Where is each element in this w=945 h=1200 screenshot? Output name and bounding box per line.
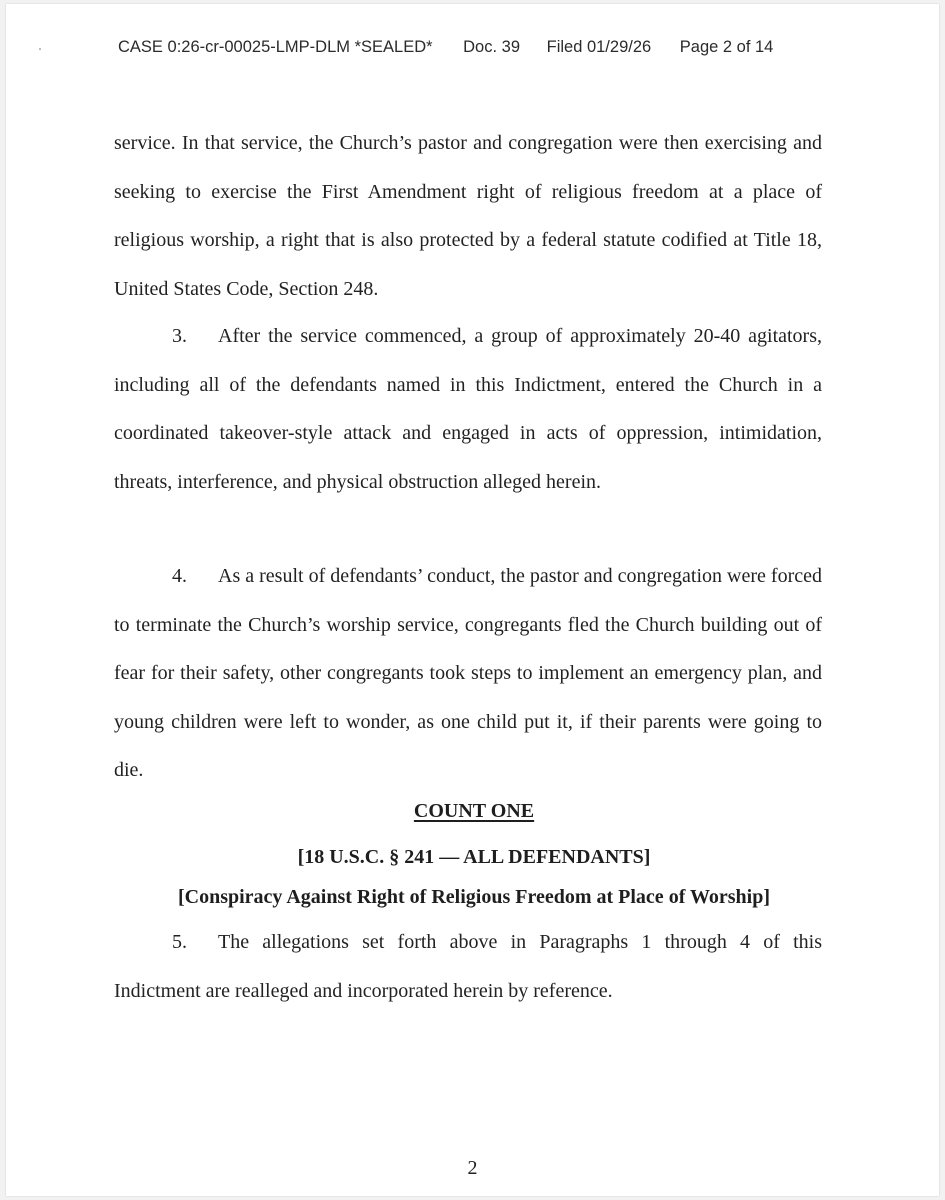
paragraph-number: 4. xyxy=(172,565,187,587)
paragraph-number: 3. xyxy=(172,325,187,347)
paragraph-continuation: service. In that service, the Church’s pastor and congregation were then exercising and seeking to exercise the First Amendment right of religious freedom at a place of religious worship, a right that is also protected by a federal statute codified at Title 18, United States Code, Section 248. xyxy=(114,132,822,300)
scan-speck xyxy=(39,48,41,50)
page-count: Page 2 of 14 xyxy=(679,38,774,56)
paragraph-number: 5. xyxy=(172,931,187,953)
paragraph-3 xyxy=(114,312,822,506)
count-title: COUNT ONE xyxy=(413,800,535,822)
count-description: [Conspiracy Against Right of Religious Freedom at Place of Worship] xyxy=(177,886,771,908)
paragraph-5 xyxy=(114,918,822,1015)
paragraph-text: The allegations set forth above in Paragraphs 1 through 4 of this Indictment are realleged and incorporated herein by reference. xyxy=(114,931,822,1002)
case-number: CASE 0:26-cr-00025-LMP-DLM *SEALED* xyxy=(118,38,433,56)
ecf-header xyxy=(118,38,838,57)
paragraph-4 xyxy=(114,552,822,795)
paragraph-text: After the service commenced, a group of approximately 20-40 agitators, including all of the defendants named in this Indictment, entered the Church in a coordinated takeover-style attack and engaged in acts of oppression, intimidation, threats, interference, and physical obstruction alleged herein. xyxy=(114,325,822,493)
paragraph-text: As a result of defendants’ conduct, the pastor and congregation were forced to terminate the Church’s worship service, congregants fled the Church building out of fear for their safety, other congregants took steps to implement an emergency plan, and young children were left to wonder, as one child put it, if their parents were going to die. xyxy=(114,565,822,781)
page-number: 2 xyxy=(467,1157,478,1179)
count-statute: [18 U.S.C. § 241 — ALL DEFENDANTS] xyxy=(297,846,651,868)
filed-date: Filed 01/29/26 xyxy=(546,38,652,56)
document-number: Doc. 39 xyxy=(463,38,521,56)
